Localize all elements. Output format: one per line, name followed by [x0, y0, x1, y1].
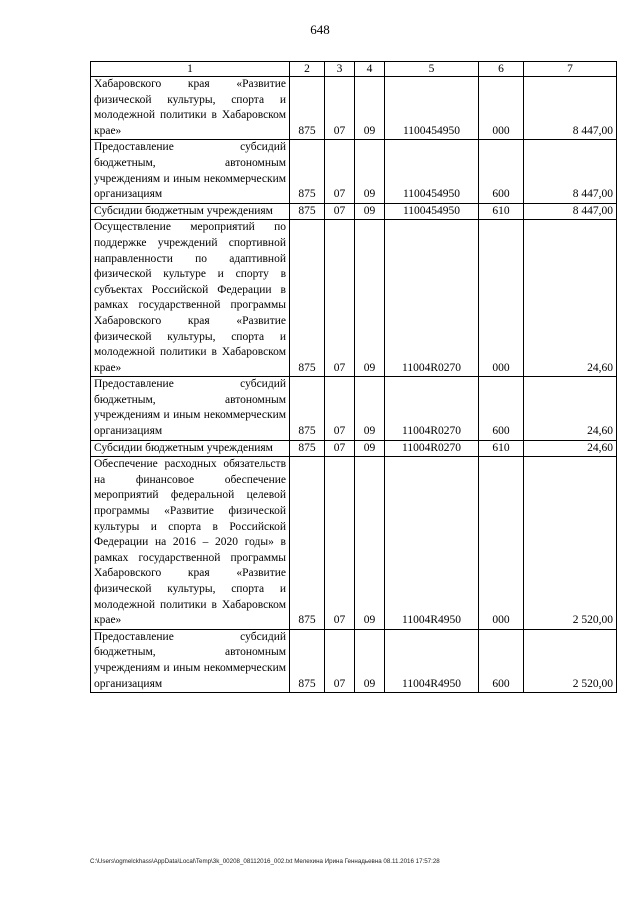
col-header-7: 7: [524, 62, 617, 77]
ministry-code: 875: [290, 457, 325, 630]
subsection-code: 09: [355, 377, 385, 440]
expense-type-code: 610: [479, 440, 524, 457]
col-header-2: 2: [290, 62, 325, 77]
target-article-code: 11004R0270: [385, 440, 479, 457]
col-header-5: 5: [385, 62, 479, 77]
table-row: [91, 457, 617, 630]
target-article-code: 1100454950: [385, 77, 479, 140]
ministry-code: 875: [290, 440, 325, 457]
table-row: [91, 220, 617, 377]
amount: 8 447,00: [524, 203, 617, 220]
expense-type-code: 600: [479, 629, 524, 692]
expense-type-code: 000: [479, 220, 524, 377]
table-row: [91, 77, 617, 140]
ministry-code: 875: [290, 77, 325, 140]
section-code: 07: [325, 77, 355, 140]
ministry-code: 875: [290, 220, 325, 377]
ministry-code: 875: [290, 203, 325, 220]
table-row: [91, 440, 617, 457]
amount: 24,60: [524, 440, 617, 457]
row-description: Субсидии бюджетным учреждениям: [91, 440, 290, 457]
file-path-footer: C:\Users\ogmelckhass\AppData\Local\Temp\3k_00208_08112016_002.txt Мелехина Ирина Геннадьевна 08.11.2016 17:57:28: [90, 858, 440, 865]
subsection-code: 09: [355, 629, 385, 692]
row-description: Предоставление субсидий бюджетным, автономным учреждениям и иным некоммерческим организациям: [91, 377, 290, 440]
expense-type-code: 600: [479, 140, 524, 203]
section-code: 07: [325, 140, 355, 203]
row-description: Хабаровского края «Развитие физической культуры, спорта и молодежной политики в Хабаровском крае»: [91, 77, 290, 140]
amount: 8 447,00: [524, 140, 617, 203]
ministry-code: 875: [290, 629, 325, 692]
subsection-code: 09: [355, 77, 385, 140]
expense-type-code: 000: [479, 77, 524, 140]
target-article-code: 11004R0270: [385, 220, 479, 377]
target-article-code: 1100454950: [385, 140, 479, 203]
row-description: Осуществление мероприятий по поддержке учреждений спортивной направленности по адаптивной физической культуре и спорту в субъектах Российской Федерации в рамках государственной программы Хабаровского края «Развитие физической культуры, спорта и молодежной политики в Хабаровском крае»: [91, 220, 290, 377]
subsection-code: 09: [355, 220, 385, 377]
expense-type-code: 610: [479, 203, 524, 220]
amount: 2 520,00: [524, 457, 617, 630]
ministry-code: 875: [290, 377, 325, 440]
expense-type-code: 600: [479, 377, 524, 440]
table-row: [91, 629, 617, 692]
target-article-code: 11004R0270: [385, 377, 479, 440]
expense-type-code: 000: [479, 457, 524, 630]
amount: 24,60: [524, 377, 617, 440]
amount: 8 447,00: [524, 77, 617, 140]
subsection-code: 09: [355, 457, 385, 630]
section-code: 07: [325, 629, 355, 692]
col-header-1: 1: [91, 62, 290, 77]
section-code: 07: [325, 440, 355, 457]
amount: 24,60: [524, 220, 617, 377]
amount: 2 520,00: [524, 629, 617, 692]
subsection-code: 09: [355, 203, 385, 220]
page-number: 648: [310, 22, 330, 37]
subsection-code: 09: [355, 440, 385, 457]
table-row: [91, 203, 617, 220]
table-row: [91, 377, 617, 440]
col-header-6: 6: [479, 62, 524, 77]
header-row: [91, 62, 617, 77]
section-code: 07: [325, 457, 355, 630]
subsection-code: 09: [355, 140, 385, 203]
target-article-code: 1100454950: [385, 203, 479, 220]
col-header-3: 3: [325, 62, 355, 77]
target-article-code: 11004R4950: [385, 457, 479, 630]
section-code: 07: [325, 377, 355, 440]
row-description: Предоставление субсидий бюджетным, автономным учреждениям и иным некоммерческим организациям: [91, 140, 290, 203]
ministry-code: 875: [290, 140, 325, 203]
budget-table: [90, 61, 617, 693]
table-row: [91, 140, 617, 203]
row-description: Предоставление субсидий бюджетным, автономным учреждениям и иным некоммерческим организациям: [91, 629, 290, 692]
section-code: 07: [325, 220, 355, 377]
section-code: 07: [325, 203, 355, 220]
row-description: Субсидии бюджетным учреждениям: [91, 203, 290, 220]
row-description: Обеспечение расходных обязательств на финансовое обеспечение мероприятий федеральной целевой программы «Развитие физической культуры и спорта в Российской Федерации на 2016 – 2020 годы» в рамках государственной программы Хабаровского края «Развитие физической культуры, спорта и молодежной политики в Хабаровском крае»: [91, 457, 290, 630]
target-article-code: 11004R4950: [385, 629, 479, 692]
col-header-4: 4: [355, 62, 385, 77]
